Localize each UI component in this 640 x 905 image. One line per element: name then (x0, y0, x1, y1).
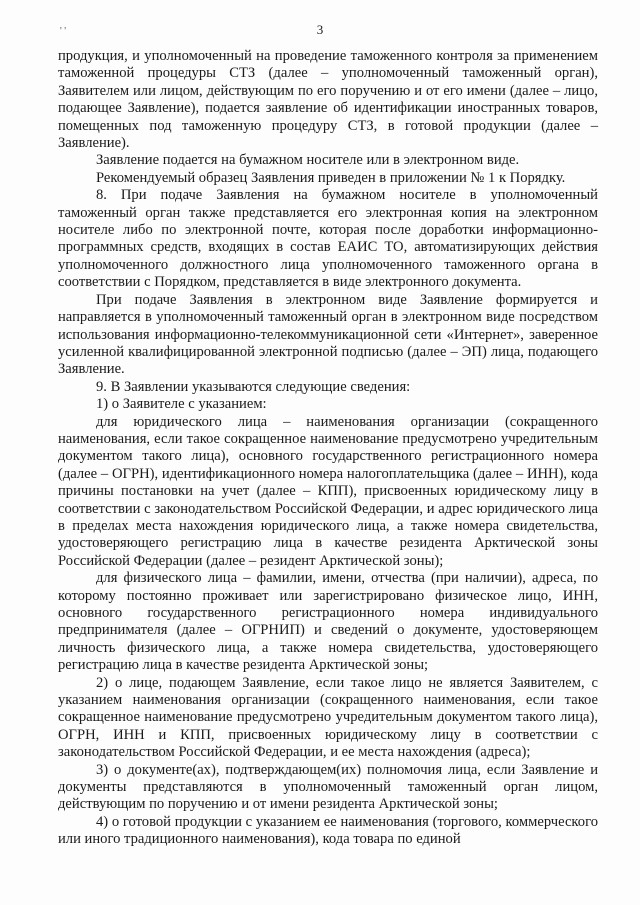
paragraph: Рекомендуемый образец Заявления приведен в приложении № 1 к Порядку. (96, 169, 566, 186)
document-body (58, 48, 598, 849)
paragraph: 8. При подаче Заявления на бумажном носителе в уполномоченный таможенный орган также представляется его электронная копия на электронном носителе либо по электронной почте, которая после доработки информационно-программных средств, входящих в состав ЕАИС ТО, автоматизирующих действия уполномоченного должностного лица уполномоченного таможенного органа в соответствии с Порядком, представляется в виде электронного документа. (58, 187, 598, 291)
paragraph: 3) о документе(ах), подтверждающем(их) полномочия лица, если Заявление и документы представляются в уполномоченный таможенный орган лицом, действующим по поручению и от имени резидента Арктической зоны; (58, 761, 598, 813)
paragraph: для юридического лица – наименования организации (сокращенного наименования, если такое сокращенное наименование предусмотрено учредительным документом такого лица), основного государственного регистрационного номера (далее – ОГРН), идентификационного номера налогоплательщика (далее – ИНН), кода причины постановки на учет (далее – КПП), присвоенных юридическому лицу в соответствии с законодательством Российской Федерации, и адрес юридического лица в пределах места нахождения юридического лица, а также номера свидетельства, удостоверяющего регистрацию лица в качестве резидента Арктической зоны Российской Федерации (далее – резидент Арктической зоны); (58, 413, 598, 569)
paragraph: 1) о Заявителе с указанием: (96, 396, 267, 413)
paragraph: 4) о готовой продукции с указанием ее наименования (торгового, коммерческого или иного традиционного наименования), кода товара по единой (58, 813, 598, 848)
scan-mark: ' ' (60, 26, 67, 37)
page-number: 3 (316, 22, 324, 37)
paragraph: При подаче Заявления в электронном виде Заявление формируется и направляется в уполномоченный таможенный орган в электронном виде посредством использования информационно-телекоммуникационной сети «Интернет», заверенное усиленной квалифицированной электронной подписью (далее – ЭП) лица, подающего Заявление. (58, 291, 598, 378)
paragraph: Заявление подается на бумажном носителе или в электронном виде. (96, 152, 520, 169)
paragraph: 2) о лице, подающем Заявление, если такое лицо не является Заявителем, с указанием наименования организации (сокращенного наименования, если такое сокращенное наименование предусмотрено учредительным документом такого лица), ОГРН, ИНН и КПП, присвоенных юридическому лицу в соответствии с законодательством Российской Федерации, и ее места нахождения (адреса); (58, 674, 598, 761)
paragraph: для физического лица – фамилии, имени, отчества (при наличии), адреса, по которому постоянно проживает или зарегистрировано физическое лицо, ИНН, основного государственного регистрационного номера индивидуального предпринимателя (далее – ОГРНИП) и сведений о документе, удостоверяющем личность физического лица, а также номера свидетельства, удостоверяющего регистрацию лица в качестве резидента Арктической зоны; (58, 570, 598, 674)
paragraph: продукция, и уполномоченный на проведение таможенного контроля за применением таможенной процедуры СТЗ (далее – уполномоченный таможенный орган), Заявителем или лицом, действующим по его поручению и от его имени (далее – лицо, подающее Заявление), подается заявление об идентификации иностранных товаров, помещенных под таможенную процедуру СТЗ, в готовой продукции (далее – Заявление). (58, 48, 598, 152)
paragraph: 9. В Заявлении указываются следующие сведения: (96, 378, 411, 395)
